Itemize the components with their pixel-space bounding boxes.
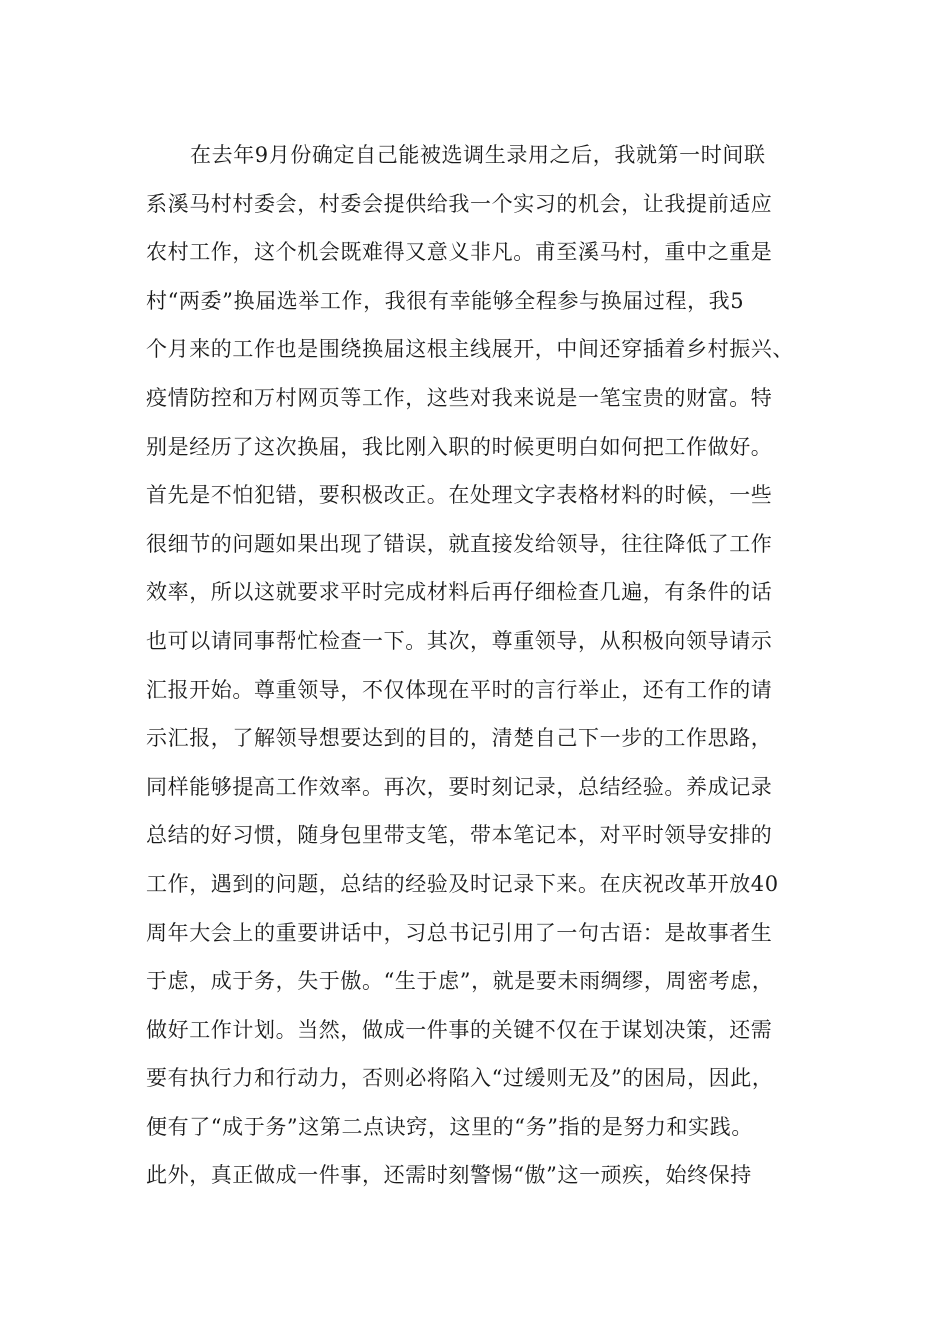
text-line: 总结的好习惯，随身包里带支笔，带本笔记本，对平时领导安排的 xyxy=(146,823,773,848)
text-line: 汇报开始。尊重领导，不仅体现在平时的言行举止，还有工作的请 xyxy=(146,677,773,702)
text-line: 疫情防控和万村网页等工作，这些对我来说是一笔宝贵的财富。特 xyxy=(146,385,773,410)
text-line: 效率，所以这就要求平时完成材料后再仔细检查几遍，有条件的话 xyxy=(146,580,773,605)
text-line: 首先是不怕犯错，要积极改正。在处理文字表格材料的时候，一些 xyxy=(146,483,773,508)
text-line: 个月来的工作也是围绕换届这根主线展开，中间还穿插着乡村振兴、 xyxy=(146,337,794,362)
text-line: 于虑，成于务，失于傲。“生于虑”，就是要未雨绸缪，周密考虑， xyxy=(146,969,774,994)
text-line: 要有执行力和行动力，否则必将陷入“过缓则无及”的困局，因此， xyxy=(146,1066,774,1091)
text-line: 示汇报，了解领导想要达到的目的，清楚自己下一步的工作思路， xyxy=(146,726,773,751)
text-line: 便有了“成于务”这第二点诀窍，这里的“务”指的是努力和实践。 xyxy=(146,1114,753,1139)
text-line: 也可以请同事帮忙检查一下。其次，尊重领导，从积极向领导请示 xyxy=(146,628,773,653)
body-paragraph xyxy=(146,131,836,1200)
text-line: 系溪马村村委会，村委会提供给我一个实习的机会，让我提前适应 xyxy=(146,191,773,216)
text-line: 工作，遇到的问题，总结的经验及时记录下来。在庆祝改革开放40 xyxy=(146,871,779,896)
text-line: 别是经历了这次换届，我比刚入职的时候更明白如何把工作做好。 xyxy=(146,434,773,459)
text-line: 同样能够提高工作效率。再次，要时刻记录，总结经验。养成记录 xyxy=(146,774,773,799)
text-line: 周年大会上的重要讲话中，习总书记引用了一句古语：是故事者生 xyxy=(146,920,773,945)
text-line: 做好工作计划。当然，做成一件事的关键不仅在于谋划决策，还需 xyxy=(146,1017,773,1042)
text-line: 很细节的问题如果出现了错误，就直接发给领导，往往降低了工作 xyxy=(146,531,773,556)
text-line: 农村工作，这个机会既难得又意义非凡。甫至溪马村，重中之重是 xyxy=(146,240,773,265)
text-line: 此外，真正做成一件事，还需时刻警惕“傲”这一顽疾，始终保持 xyxy=(146,1163,752,1188)
text-line: 在去年9月份确定自己能被选调生录用之后，我就第一时间联 xyxy=(190,143,766,167)
text-line: 村“两委”换届选举工作，我很有幸能够全程参与换届过程，我5 xyxy=(146,288,745,313)
